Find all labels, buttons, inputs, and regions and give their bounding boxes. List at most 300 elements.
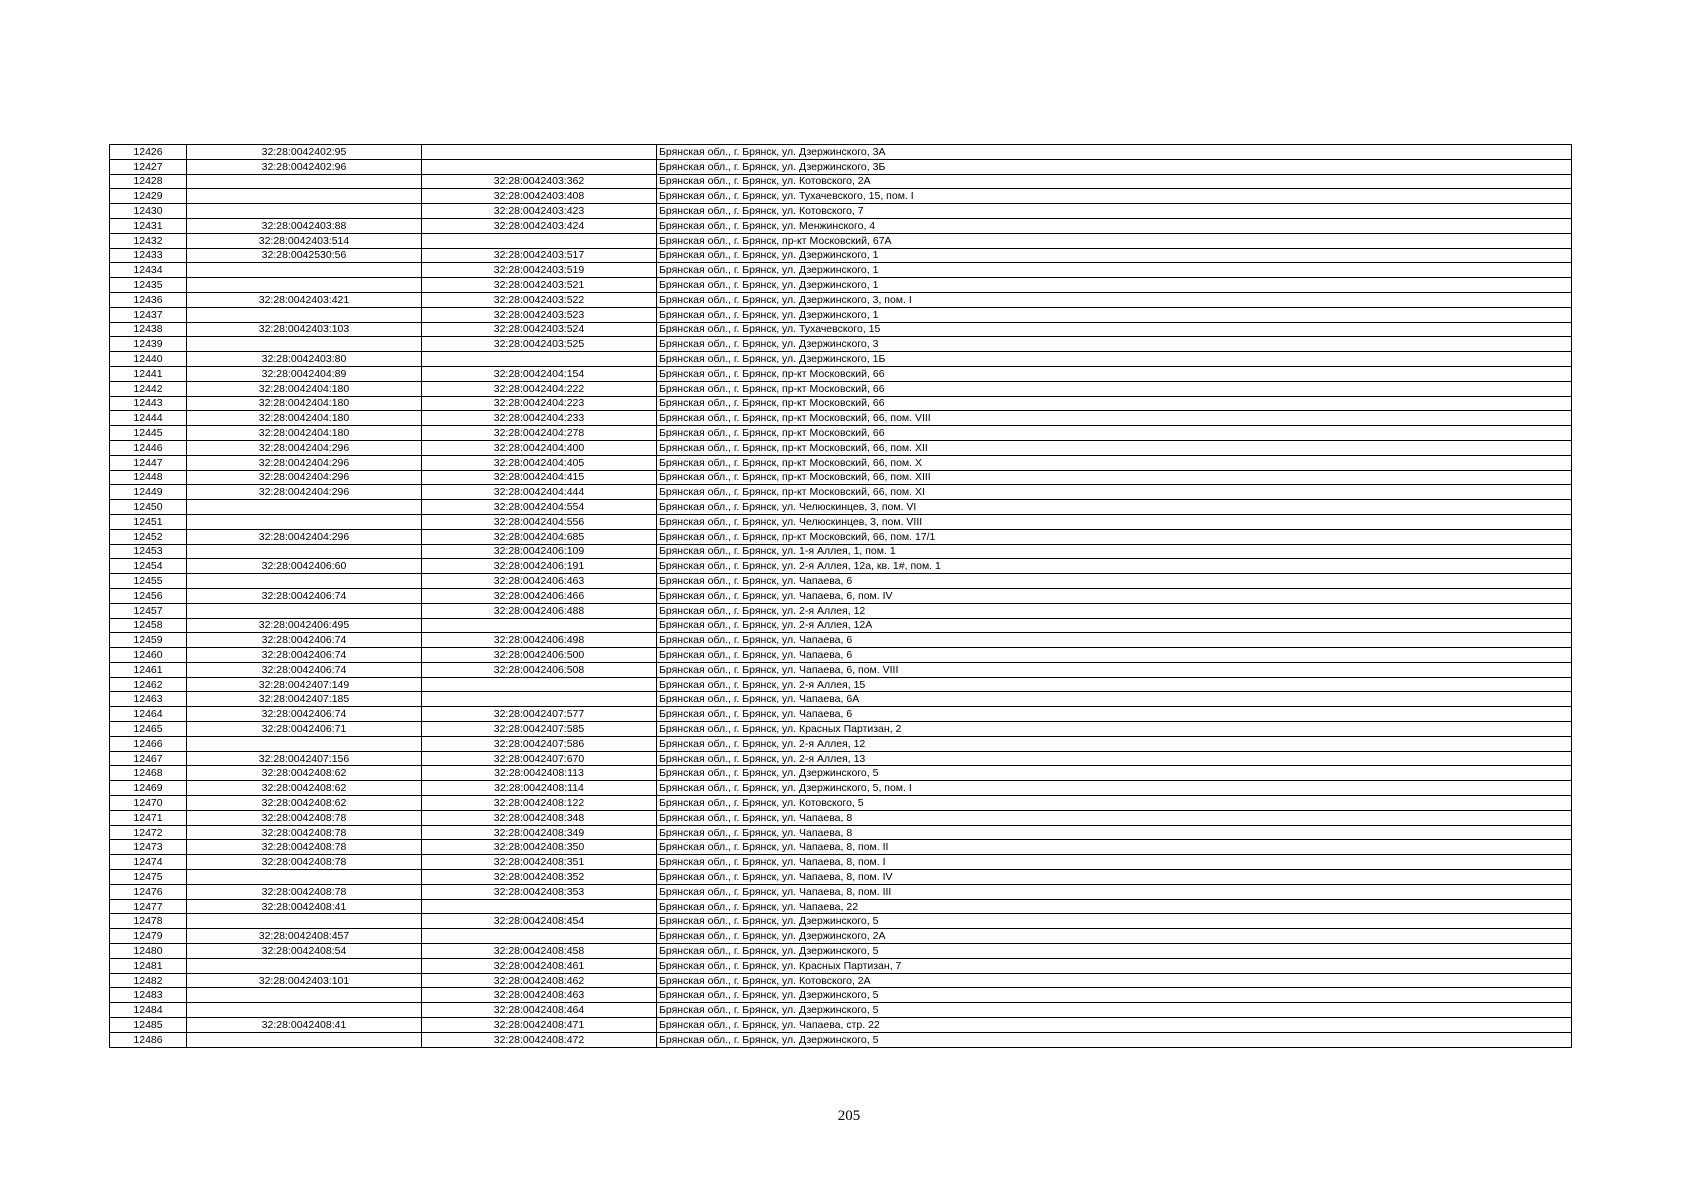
address-cell: Брянская обл., г. Брянск, ул. Тухачевского, 15: [657, 322, 1572, 337]
table-row: [110, 603, 1572, 618]
table-row: [110, 500, 1572, 515]
row-number-cell: 12485: [110, 1018, 187, 1033]
building-cadastral-number-cell: 32:28:0042408:114: [422, 781, 657, 796]
address-cell: Брянская обл., г. Брянск, ул. Дзержинского, 5: [657, 914, 1572, 929]
row-number-cell: 12443: [110, 396, 187, 411]
table-row: [110, 751, 1572, 766]
address-cell: Брянская обл., г. Брянск, ул. Челюскинцев, 3, пом. VI: [657, 500, 1572, 515]
row-number-cell: 12429: [110, 189, 187, 204]
table-row: [110, 263, 1572, 278]
land-cadastral-number-cell: 32:28:0042404:180: [187, 381, 422, 396]
building-cadastral-number-cell: 32:28:0042408:351: [422, 855, 657, 870]
address-cell: Брянская обл., г. Брянск, пр-кт Московский, 66: [657, 426, 1572, 441]
table-row: [110, 722, 1572, 737]
building-cadastral-number-cell: 32:28:0042403:519: [422, 263, 657, 278]
address-cell: Брянская обл., г. Брянск, ул. Красных Партизан, 2: [657, 722, 1572, 737]
table-row: [110, 825, 1572, 840]
land-cadastral-number-cell: [187, 189, 422, 204]
address-cell: Брянская обл., г. Брянск, ул. Дзержинского, 5, пом. I: [657, 781, 1572, 796]
table-row: [110, 973, 1572, 988]
row-number-cell: 12458: [110, 618, 187, 633]
row-number-cell: 12469: [110, 781, 187, 796]
building-cadastral-number-cell: 32:28:0042403:424: [422, 218, 657, 233]
land-cadastral-number-cell: 32:28:0042408:41: [187, 1018, 422, 1033]
table-row: [110, 884, 1572, 899]
row-number-cell: 12448: [110, 470, 187, 485]
land-cadastral-number-cell: [187, 736, 422, 751]
building-cadastral-number-cell: [422, 233, 657, 248]
land-cadastral-number-cell: 32:28:0042406:60: [187, 559, 422, 574]
land-cadastral-number-cell: [187, 1032, 422, 1047]
land-cadastral-number-cell: 32:28:0042404:296: [187, 440, 422, 455]
row-number-cell: 12426: [110, 145, 187, 160]
table-row: [110, 322, 1572, 337]
address-cell: Брянская обл., г. Брянск, пр-кт Московский, 66, пом. VIII: [657, 411, 1572, 426]
row-number-cell: 12486: [110, 1032, 187, 1047]
land-cadastral-number-cell: 32:28:0042403:80: [187, 352, 422, 367]
address-cell: Брянская обл., г. Брянск, ул. Красных Партизан, 7: [657, 958, 1572, 973]
land-cadastral-number-cell: 32:28:0042404:296: [187, 485, 422, 500]
land-cadastral-number-cell: 32:28:0042402:95: [187, 145, 422, 160]
building-cadastral-number-cell: 32:28:0042406:109: [422, 544, 657, 559]
row-number-cell: 12471: [110, 810, 187, 825]
land-cadastral-number-cell: 32:28:0042404:296: [187, 470, 422, 485]
building-cadastral-number-cell: 32:28:0042404:415: [422, 470, 657, 485]
building-cadastral-number-cell: 32:28:0042406:508: [422, 662, 657, 677]
table-row: [110, 988, 1572, 1003]
address-cell: Брянская обл., г. Брянск, ул. 2-я Аллея, 12А: [657, 618, 1572, 633]
land-cadastral-number-cell: 32:28:0042408:457: [187, 929, 422, 944]
table-row: [110, 1003, 1572, 1018]
table-row: [110, 204, 1572, 219]
address-cell: Брянская обл., г. Брянск, ул. Менжинского, 4: [657, 218, 1572, 233]
land-cadastral-number-cell: 32:28:0042408:78: [187, 810, 422, 825]
address-cell: Брянская обл., г. Брянск, ул. Дзержинского, 2А: [657, 929, 1572, 944]
land-cadastral-number-cell: 32:28:0042408:78: [187, 884, 422, 899]
row-number-cell: 12464: [110, 707, 187, 722]
building-cadastral-number-cell: 32:28:0042404:400: [422, 440, 657, 455]
building-cadastral-number-cell: [422, 145, 657, 160]
row-number-cell: 12452: [110, 529, 187, 544]
property-table: [109, 144, 1572, 1048]
address-cell: Брянская обл., г. Брянск, пр-кт Московский, 66, пом. 17/1: [657, 529, 1572, 544]
table-row: [110, 1018, 1572, 1033]
land-cadastral-number-cell: [187, 914, 422, 929]
building-cadastral-number-cell: [422, 618, 657, 633]
row-number-cell: 12451: [110, 514, 187, 529]
building-cadastral-number-cell: 32:28:0042404:222: [422, 381, 657, 396]
table-row: [110, 736, 1572, 751]
address-cell: Брянская обл., г. Брянск, ул. Дзержинского, 5: [657, 766, 1572, 781]
row-number-cell: 12479: [110, 929, 187, 944]
land-cadastral-number-cell: 32:28:0042530:56: [187, 248, 422, 263]
land-cadastral-number-cell: 32:28:0042406:74: [187, 633, 422, 648]
address-cell: Брянская обл., г. Брянск, ул. Чапаева, 8, пом. III: [657, 884, 1572, 899]
address-cell: Брянская обл., г. Брянск, ул. Чапаева, 6А: [657, 692, 1572, 707]
land-cadastral-number-cell: 32:28:0042406:71: [187, 722, 422, 737]
row-number-cell: 12438: [110, 322, 187, 337]
land-cadastral-number-cell: 32:28:0042403:514: [187, 233, 422, 248]
row-number-cell: 12475: [110, 870, 187, 885]
table-row: [110, 529, 1572, 544]
table-row: [110, 781, 1572, 796]
table-row: [110, 855, 1572, 870]
building-cadastral-number-cell: 32:28:0042408:113: [422, 766, 657, 781]
building-cadastral-number-cell: 32:28:0042407:585: [422, 722, 657, 737]
address-cell: Брянская обл., г. Брянск, ул. Чапаева, 8, пом. IV: [657, 870, 1572, 885]
address-cell: Брянская обл., г. Брянск, ул. Дзержинского, 1: [657, 278, 1572, 293]
table-row: [110, 870, 1572, 885]
building-cadastral-number-cell: 32:28:0042407:577: [422, 707, 657, 722]
building-cadastral-number-cell: 32:28:0042406:500: [422, 648, 657, 663]
address-cell: Брянская обл., г. Брянск, ул. Дзержинского, 1Б: [657, 352, 1572, 367]
address-cell: Брянская обл., г. Брянск, пр-кт Московский, 66, пом. XII: [657, 440, 1572, 455]
building-cadastral-number-cell: 32:28:0042404:405: [422, 455, 657, 470]
table-row: [110, 337, 1572, 352]
building-cadastral-number-cell: 32:28:0042404:554: [422, 500, 657, 515]
row-number-cell: 12430: [110, 204, 187, 219]
row-number-cell: 12460: [110, 648, 187, 663]
address-cell: Брянская обл., г. Брянск, ул. 1-я Аллея, 1, пом. 1: [657, 544, 1572, 559]
table-row: [110, 810, 1572, 825]
building-cadastral-number-cell: 32:28:0042403:408: [422, 189, 657, 204]
address-cell: Брянская обл., г. Брянск, ул. Дзержинского, 5: [657, 1003, 1572, 1018]
address-cell: Брянская обл., г. Брянск, ул. Чапаева, стр. 22: [657, 1018, 1572, 1033]
building-cadastral-number-cell: 32:28:0042408:462: [422, 973, 657, 988]
building-cadastral-number-cell: 32:28:0042408:464: [422, 1003, 657, 1018]
address-cell: Брянская обл., г. Брянск, ул. Челюскинцев, 3, пом. VIII: [657, 514, 1572, 529]
building-cadastral-number-cell: 32:28:0042406:191: [422, 559, 657, 574]
building-cadastral-number-cell: [422, 929, 657, 944]
row-number-cell: 12465: [110, 722, 187, 737]
building-cadastral-number-cell: 32:28:0042407:670: [422, 751, 657, 766]
table-row: [110, 840, 1572, 855]
table-row: [110, 440, 1572, 455]
address-cell: Брянская обл., г. Брянск, пр-кт Московский, 66, пом. X: [657, 455, 1572, 470]
building-cadastral-number-cell: 32:28:0042404:223: [422, 396, 657, 411]
table-row: [110, 455, 1572, 470]
address-cell: Брянская обл., г. Брянск, ул. Чапаева, 6: [657, 574, 1572, 589]
address-cell: Брянская обл., г. Брянск, ул. Чапаева, 6, пом. VIII: [657, 662, 1572, 677]
building-cadastral-number-cell: 32:28:0042404:556: [422, 514, 657, 529]
building-cadastral-number-cell: 32:28:0042403:423: [422, 204, 657, 219]
building-cadastral-number-cell: 32:28:0042404:154: [422, 366, 657, 381]
table-row: [110, 544, 1572, 559]
building-cadastral-number-cell: 32:28:0042408:471: [422, 1018, 657, 1033]
table-row: [110, 278, 1572, 293]
table-row: [110, 189, 1572, 204]
table-row: [110, 248, 1572, 263]
building-cadastral-number-cell: 32:28:0042408:458: [422, 944, 657, 959]
row-number-cell: 12481: [110, 958, 187, 973]
table-row: [110, 485, 1572, 500]
row-number-cell: 12437: [110, 307, 187, 322]
land-cadastral-number-cell: 32:28:0042407:156: [187, 751, 422, 766]
table-row: [110, 1032, 1572, 1047]
row-number-cell: 12483: [110, 988, 187, 1003]
building-cadastral-number-cell: 32:28:0042403:517: [422, 248, 657, 263]
row-number-cell: 12434: [110, 263, 187, 278]
table-row: [110, 662, 1572, 677]
building-cadastral-number-cell: 32:28:0042403:362: [422, 174, 657, 189]
row-number-cell: 12484: [110, 1003, 187, 1018]
land-cadastral-number-cell: 32:28:0042408:78: [187, 840, 422, 855]
land-cadastral-number-cell: 32:28:0042403:88: [187, 218, 422, 233]
table-row: [110, 648, 1572, 663]
building-cadastral-number-cell: 32:28:0042403:525: [422, 337, 657, 352]
land-cadastral-number-cell: 32:28:0042407:149: [187, 677, 422, 692]
land-cadastral-number-cell: [187, 174, 422, 189]
table-row: [110, 633, 1572, 648]
address-cell: Брянская обл., г. Брянск, пр-кт Московский, 66, пом. XI: [657, 485, 1572, 500]
row-number-cell: 12433: [110, 248, 187, 263]
table-row: [110, 692, 1572, 707]
table-row: [110, 514, 1572, 529]
address-cell: Брянская обл., г. Брянск, ул. Чапаева, 8: [657, 810, 1572, 825]
table-row: [110, 677, 1572, 692]
table-row: [110, 174, 1572, 189]
row-number-cell: 12461: [110, 662, 187, 677]
building-cadastral-number-cell: 32:28:0042406:498: [422, 633, 657, 648]
address-cell: Брянская обл., г. Брянск, ул. Дзержинского, 3А: [657, 145, 1572, 160]
land-cadastral-number-cell: 32:28:0042406:495: [187, 618, 422, 633]
table-row: [110, 159, 1572, 174]
address-cell: Брянская обл., г. Брянск, ул. 2-я Аллея, 12: [657, 736, 1572, 751]
table-row: [110, 796, 1572, 811]
table-row: [110, 899, 1572, 914]
building-cadastral-number-cell: [422, 677, 657, 692]
address-cell: Брянская обл., г. Брянск, ул. Тухачевского, 15, пом. I: [657, 189, 1572, 204]
land-cadastral-number-cell: [187, 500, 422, 515]
land-cadastral-number-cell: [187, 307, 422, 322]
address-cell: Брянская обл., г. Брянск, ул. 2-я Аллея, 13: [657, 751, 1572, 766]
address-cell: Брянская обл., г. Брянск, ул. Котовского, 5: [657, 796, 1572, 811]
building-cadastral-number-cell: 32:28:0042406:466: [422, 588, 657, 603]
table-row: [110, 707, 1572, 722]
land-cadastral-number-cell: 32:28:0042408:54: [187, 944, 422, 959]
land-cadastral-number-cell: 32:28:0042404:180: [187, 426, 422, 441]
row-number-cell: 12462: [110, 677, 187, 692]
building-cadastral-number-cell: 32:28:0042408:352: [422, 870, 657, 885]
row-number-cell: 12468: [110, 766, 187, 781]
row-number-cell: 12453: [110, 544, 187, 559]
building-cadastral-number-cell: 32:28:0042408:353: [422, 884, 657, 899]
land-cadastral-number-cell: 32:28:0042402:96: [187, 159, 422, 174]
table-row: [110, 218, 1572, 233]
building-cadastral-number-cell: 32:28:0042403:523: [422, 307, 657, 322]
building-cadastral-number-cell: 32:28:0042403:521: [422, 278, 657, 293]
address-cell: Брянская обл., г. Брянск, ул. Дзержинского, 3: [657, 337, 1572, 352]
land-cadastral-number-cell: 32:28:0042404:296: [187, 529, 422, 544]
land-cadastral-number-cell: [187, 544, 422, 559]
row-number-cell: 12473: [110, 840, 187, 855]
table-row: [110, 559, 1572, 574]
table-row: [110, 470, 1572, 485]
page-number: 205: [837, 1108, 861, 1124]
land-cadastral-number-cell: 32:28:0042408:41: [187, 899, 422, 914]
address-cell: Брянская обл., г. Брянск, ул. 2-я Аллея, 12а, кв. 1#, пом. 1: [657, 559, 1572, 574]
land-cadastral-number-cell: 32:28:0042406:74: [187, 662, 422, 677]
table-row: [110, 944, 1572, 959]
table-row: [110, 766, 1572, 781]
building-cadastral-number-cell: [422, 159, 657, 174]
land-cadastral-number-cell: 32:28:0042406:74: [187, 588, 422, 603]
building-cadastral-number-cell: 32:28:0042408:122: [422, 796, 657, 811]
row-number-cell: 12428: [110, 174, 187, 189]
table-row: [110, 145, 1572, 160]
table-row: [110, 426, 1572, 441]
row-number-cell: 12463: [110, 692, 187, 707]
land-cadastral-number-cell: 32:28:0042404:180: [187, 411, 422, 426]
row-number-cell: 12445: [110, 426, 187, 441]
land-cadastral-number-cell: [187, 958, 422, 973]
building-cadastral-number-cell: 32:28:0042404:233: [422, 411, 657, 426]
address-cell: Брянская обл., г. Брянск, пр-кт Московский, 66: [657, 366, 1572, 381]
building-cadastral-number-cell: 32:28:0042404:444: [422, 485, 657, 500]
table-row: [110, 914, 1572, 929]
row-number-cell: 12436: [110, 292, 187, 307]
address-cell: Брянская обл., г. Брянск, ул. Чапаева, 8: [657, 825, 1572, 840]
table-row: [110, 929, 1572, 944]
address-cell: Брянская обл., г. Брянск, пр-кт Московский, 67А: [657, 233, 1572, 248]
land-cadastral-number-cell: 32:28:0042407:185: [187, 692, 422, 707]
table-row: [110, 396, 1572, 411]
building-cadastral-number-cell: 32:28:0042403:524: [422, 322, 657, 337]
address-cell: Брянская обл., г. Брянск, ул. Чапаева, 6: [657, 648, 1572, 663]
row-number-cell: 12476: [110, 884, 187, 899]
building-cadastral-number-cell: 32:28:0042404:685: [422, 529, 657, 544]
address-cell: Брянская обл., г. Брянск, ул. 2-я Аллея, 12: [657, 603, 1572, 618]
row-number-cell: 12454: [110, 559, 187, 574]
land-cadastral-number-cell: 32:28:0042403:421: [187, 292, 422, 307]
land-cadastral-number-cell: [187, 278, 422, 293]
table-row: [110, 588, 1572, 603]
building-cadastral-number-cell: 32:28:0042408:348: [422, 810, 657, 825]
land-cadastral-number-cell: 32:28:0042408:78: [187, 825, 422, 840]
row-number-cell: 12482: [110, 973, 187, 988]
row-number-cell: 12435: [110, 278, 187, 293]
address-cell: Брянская обл., г. Брянск, ул. Котовского, 2А: [657, 174, 1572, 189]
land-cadastral-number-cell: 32:28:0042404:89: [187, 366, 422, 381]
land-cadastral-number-cell: 32:28:0042408:78: [187, 855, 422, 870]
row-number-cell: 12480: [110, 944, 187, 959]
row-number-cell: 12457: [110, 603, 187, 618]
row-number-cell: 12449: [110, 485, 187, 500]
row-number-cell: 12447: [110, 455, 187, 470]
address-cell: Брянская обл., г. Брянск, пр-кт Московский, 66: [657, 381, 1572, 396]
table-row: [110, 958, 1572, 973]
row-number-cell: 12472: [110, 825, 187, 840]
address-cell: Брянская обл., г. Брянск, ул. 2-я Аллея, 15: [657, 677, 1572, 692]
land-cadastral-number-cell: [187, 603, 422, 618]
land-cadastral-number-cell: [187, 870, 422, 885]
address-cell: Брянская обл., г. Брянск, ул. Чапаева, 22: [657, 899, 1572, 914]
address-cell: Брянская обл., г. Брянск, ул. Дзержинского, 5: [657, 944, 1572, 959]
row-number-cell: 12466: [110, 736, 187, 751]
row-number-cell: 12478: [110, 914, 187, 929]
land-cadastral-number-cell: 32:28:0042403:103: [187, 322, 422, 337]
table-row: [110, 352, 1572, 367]
land-cadastral-number-cell: [187, 514, 422, 529]
address-cell: Брянская обл., г. Брянск, ул. Чапаева, 6: [657, 633, 1572, 648]
land-cadastral-number-cell: 32:28:0042408:62: [187, 796, 422, 811]
table-row: [110, 233, 1572, 248]
land-cadastral-number-cell: 32:28:0042408:62: [187, 781, 422, 796]
building-cadastral-number-cell: [422, 352, 657, 367]
row-number-cell: 12450: [110, 500, 187, 515]
address-cell: Брянская обл., г. Брянск, ул. Дзержинского, 1: [657, 248, 1572, 263]
table-row: [110, 307, 1572, 322]
address-cell: Брянская обл., г. Брянск, ул. Котовского, 7: [657, 204, 1572, 219]
address-cell: Брянская обл., г. Брянск, ул. Котовского, 2А: [657, 973, 1572, 988]
table-body: [110, 145, 1572, 1048]
table-row: [110, 366, 1572, 381]
land-cadastral-number-cell: 32:28:0042406:74: [187, 648, 422, 663]
row-number-cell: 12427: [110, 159, 187, 174]
land-cadastral-number-cell: 32:28:0042403:101: [187, 973, 422, 988]
address-cell: Брянская обл., г. Брянск, пр-кт Московский, 66: [657, 396, 1572, 411]
address-cell: Брянская обл., г. Брянск, ул. Дзержинского, 5: [657, 988, 1572, 1003]
row-number-cell: 12441: [110, 366, 187, 381]
building-cadastral-number-cell: 32:28:0042408:461: [422, 958, 657, 973]
land-cadastral-number-cell: [187, 263, 422, 278]
land-cadastral-number-cell: 32:28:0042408:62: [187, 766, 422, 781]
building-cadastral-number-cell: 32:28:0042408:454: [422, 914, 657, 929]
address-cell: Брянская обл., г. Брянск, ул. Чапаева, 6: [657, 707, 1572, 722]
row-number-cell: 12477: [110, 899, 187, 914]
table-row: [110, 574, 1572, 589]
building-cadastral-number-cell: 32:28:0042408:349: [422, 825, 657, 840]
building-cadastral-number-cell: [422, 692, 657, 707]
address-cell: Брянская обл., г. Брянск, ул. Дзержинского, 1: [657, 307, 1572, 322]
address-cell: Брянская обл., г. Брянск, ул. Чапаева, 8, пом. II: [657, 840, 1572, 855]
row-number-cell: 12432: [110, 233, 187, 248]
address-cell: Брянская обл., г. Брянск, ул. Чапаева, 8, пом. I: [657, 855, 1572, 870]
row-number-cell: 12459: [110, 633, 187, 648]
address-cell: Брянская обл., г. Брянск, ул. Дзержинского, 3Б: [657, 159, 1572, 174]
address-cell: Брянская обл., г. Брянск, ул. Чапаева, 6, пом. IV: [657, 588, 1572, 603]
row-number-cell: 12455: [110, 574, 187, 589]
row-number-cell: 12446: [110, 440, 187, 455]
building-cadastral-number-cell: 32:28:0042406:488: [422, 603, 657, 618]
row-number-cell: 12442: [110, 381, 187, 396]
row-number-cell: 12474: [110, 855, 187, 870]
row-number-cell: 12439: [110, 337, 187, 352]
land-cadastral-number-cell: 32:28:0042404:296: [187, 455, 422, 470]
building-cadastral-number-cell: 32:28:0042404:278: [422, 426, 657, 441]
row-number-cell: 12431: [110, 218, 187, 233]
land-cadastral-number-cell: 32:28:0042404:180: [187, 396, 422, 411]
row-number-cell: 12444: [110, 411, 187, 426]
land-cadastral-number-cell: [187, 574, 422, 589]
building-cadastral-number-cell: 32:28:0042408:463: [422, 988, 657, 1003]
table-row: [110, 381, 1572, 396]
address-cell: Брянская обл., г. Брянск, пр-кт Московский, 66, пом. XIII: [657, 470, 1572, 485]
building-cadastral-number-cell: 32:28:0042408:472: [422, 1032, 657, 1047]
building-cadastral-number-cell: 32:28:0042408:350: [422, 840, 657, 855]
land-cadastral-number-cell: 32:28:0042406:74: [187, 707, 422, 722]
building-cadastral-number-cell: 32:28:0042403:522: [422, 292, 657, 307]
land-cadastral-number-cell: [187, 337, 422, 352]
building-cadastral-number-cell: 32:28:0042406:463: [422, 574, 657, 589]
address-cell: Брянская обл., г. Брянск, ул. Дзержинского, 5: [657, 1032, 1572, 1047]
table-row: [110, 292, 1572, 307]
land-cadastral-number-cell: [187, 988, 422, 1003]
address-cell: Брянская обл., г. Брянск, ул. Дзержинского, 3, пом. I: [657, 292, 1572, 307]
land-cadastral-number-cell: [187, 1003, 422, 1018]
row-number-cell: 12456: [110, 588, 187, 603]
table-row: [110, 618, 1572, 633]
